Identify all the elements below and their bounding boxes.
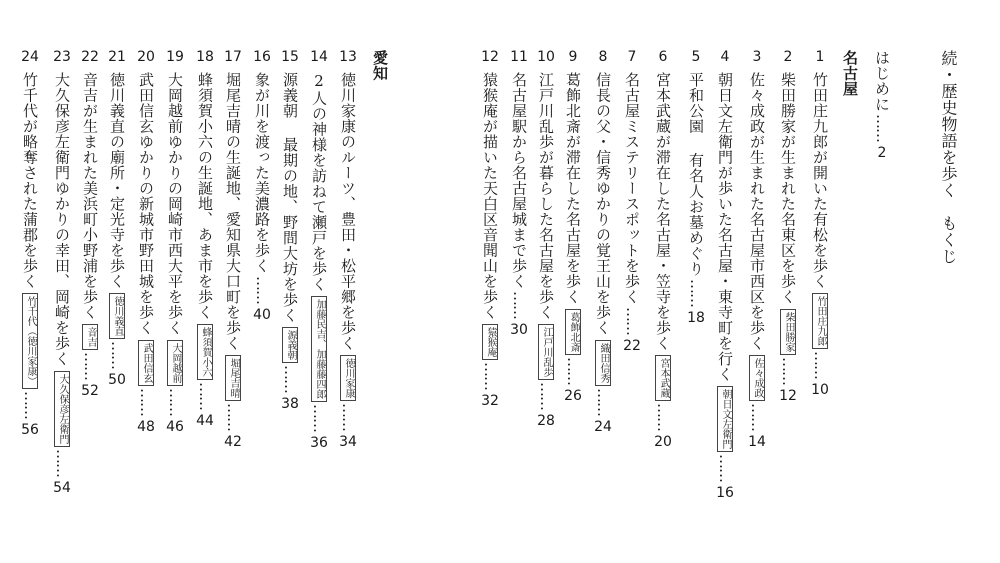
- toc-entry[interactable]: [561, 50, 585, 403]
- entry-title: 蜂須賀小六の生誕地、あま市を歩く: [196, 72, 214, 320]
- entry-number: 1: [815, 49, 825, 65]
- entry-title: 竹田庄九郎が開いた有松を歩く: [811, 72, 829, 289]
- entry-title: 佐々成政が生まれた名古屋市西区を歩く: [748, 72, 766, 351]
- toc-entry[interactable]: [745, 50, 769, 449]
- entry-leader-dots: ……: [481, 362, 499, 390]
- toc-entry[interactable]: [651, 50, 675, 449]
- entry-leader-dots: ……: [748, 403, 766, 431]
- entry-page-number: 18: [687, 309, 705, 326]
- intro-label: はじめに: [873, 50, 891, 112]
- toc-entry[interactable]: [713, 50, 737, 500]
- entry-title: 音吉が生まれた美浜町小野浦を歩く: [81, 72, 99, 320]
- section-heading-aichi: [368, 50, 392, 81]
- entry-person-tag: 大岡越前: [167, 340, 183, 386]
- entry-title: 堀尾吉晴の生誕地、愛知県大口町を歩く: [224, 72, 242, 351]
- entry-page-number: 42: [224, 434, 242, 450]
- toc-entry[interactable]: [336, 50, 360, 449]
- entry-leader-dots: ……: [253, 275, 271, 304]
- entry-title: 宮本武蔵が滞在した名古屋・笠寺を歩く: [654, 72, 672, 351]
- entry-number: 19: [166, 49, 184, 65]
- entry-page-number: 48: [137, 418, 155, 435]
- entry-person-tag: 織田信秀: [595, 340, 611, 386]
- toc-entry[interactable]: [105, 50, 129, 387]
- entry-leader-dots: ……: [281, 365, 299, 393]
- entry-title: 大久保彦左衛門ゆかりの幸田、岡崎を歩く: [53, 72, 71, 367]
- section-heading-aichi-label: 愛知: [371, 50, 389, 81]
- entry-number: 15: [281, 49, 299, 65]
- entry-person-tag: 堀尾吉晴: [225, 355, 241, 401]
- entry-leader-dots: ……: [564, 356, 582, 385]
- entry-person-tag: 武田信玄: [138, 340, 154, 386]
- entry-title: 竹千代が略奪された蒲郡を歩く: [21, 72, 39, 289]
- entry-page-number: 26: [564, 387, 582, 404]
- entry-number: 14: [310, 49, 328, 65]
- entry-number: 5: [691, 49, 701, 65]
- entry-number: 20: [137, 49, 155, 65]
- entry-leader-dots: ……: [510, 291, 528, 319]
- entry-page-number: 44: [196, 413, 214, 429]
- toc-entry[interactable]: [684, 50, 708, 325]
- entry-page-number: 20: [654, 434, 672, 450]
- entry-person-tag: 音吉: [82, 324, 98, 350]
- entry-person-tag: 佐々成政: [749, 355, 765, 401]
- entry-page-number: 12: [779, 387, 797, 404]
- entry-title: 名古屋駅から名古屋城まで歩く: [510, 72, 528, 289]
- entry-number: 9: [568, 49, 578, 65]
- entry-title: 平和公園 有名人お墓めぐり: [687, 72, 705, 277]
- intro-page: 2: [877, 145, 887, 161]
- toc-entry[interactable]: [18, 50, 42, 437]
- entry-title: 徳川家康のルーツ、豊田・松平郷を歩く: [339, 72, 357, 351]
- entry-page-number: 38: [281, 396, 299, 412]
- entry-title: 朝日文左衛門が歩いた名古屋・東寺町を行く: [716, 72, 734, 382]
- entry-number: 17: [224, 49, 242, 65]
- entry-page-number: 46: [166, 418, 184, 435]
- entry-leader-dots: ……: [81, 352, 99, 380]
- entry-number: 11: [510, 49, 528, 65]
- entry-title: 葛飾北斎が滞在した名古屋を歩く: [564, 72, 582, 305]
- toc-entry[interactable]: [163, 50, 187, 434]
- toc-entry[interactable]: [221, 50, 245, 449]
- entry-page-number: 10: [811, 382, 829, 398]
- entry-title: 柴田勝家が生まれた名東区を歩く: [779, 72, 797, 305]
- entry-person-tag: 朝日文左衛門: [717, 386, 733, 452]
- entry-person-tag: 柴田勝家: [780, 309, 796, 355]
- entry-page-number: 54: [53, 479, 71, 496]
- toc-entry[interactable]: [78, 50, 102, 398]
- entry-leader-dots: ……: [108, 341, 126, 369]
- entry-title: 大岡越前ゆかりの岡崎市西大平を歩く: [166, 72, 184, 336]
- toc-entry[interactable]: [776, 50, 800, 403]
- entry-page-number: 50: [108, 372, 126, 388]
- entry-number: 7: [627, 49, 637, 65]
- entry-title: 2人の神様を訪ねて瀬戸を歩く: [310, 72, 328, 292]
- entry-leader-dots: ……: [339, 403, 357, 431]
- entry-page-number: 24: [594, 418, 612, 435]
- entry-number: 2: [783, 49, 793, 65]
- entry-number: 22: [81, 49, 99, 65]
- entry-leader-dots: ……: [310, 404, 328, 432]
- entry-leader-dots: ……: [137, 387, 155, 416]
- entry-title: 江戸川乱歩が暮らした名古屋を歩く: [537, 72, 555, 320]
- entry-person-tag: 大久保彦左衛門: [54, 371, 70, 447]
- entry-page-number: 34: [339, 434, 357, 450]
- toc-entry[interactable]: [808, 50, 832, 397]
- entry-number: 24: [21, 49, 39, 65]
- page-title: 続・歴史物語を歩く もくじ: [939, 50, 958, 265]
- entry-number: 10: [537, 49, 555, 65]
- entry-leader-dots: ……: [21, 391, 39, 419]
- entry-leader-dots: ……: [779, 356, 797, 385]
- entry-person-tag: 加藤民吉、加藤藤四郎: [311, 296, 327, 402]
- entry-page-number: 40: [253, 306, 271, 323]
- toc-entry[interactable]: [193, 50, 217, 428]
- toc-entry[interactable]: [534, 50, 558, 428]
- entry-person-tag: 源義朝: [282, 327, 298, 363]
- toc-entry[interactable]: [134, 50, 158, 434]
- entry-person-tag: 徳川義直: [109, 293, 125, 339]
- entry-leader-dots: ……: [687, 278, 705, 307]
- entry-person-tag: 宮本武蔵: [655, 355, 671, 401]
- page-title-column: [935, 50, 961, 265]
- entry-person-tag: 葛飾北斎: [565, 309, 581, 355]
- entry-number: 16: [253, 49, 271, 65]
- entry-person-tag: 猿猴庵: [482, 324, 498, 360]
- toc-entry[interactable]: [620, 50, 644, 353]
- entry-title: 武田信玄ゆかりの新城市野田城を歩く: [137, 72, 155, 336]
- entry-leader-dots: ……: [537, 382, 555, 410]
- entry-leader-dots: ……: [811, 351, 829, 379]
- toc-entry[interactable]: [278, 50, 302, 411]
- toc-entry[interactable]: [250, 50, 274, 322]
- entry-number: 6: [658, 49, 668, 65]
- section-heading-nagoya-label: 名古屋: [841, 50, 859, 97]
- entry-number: 18: [196, 49, 214, 65]
- intro-entry: [870, 50, 894, 160]
- toc-entry[interactable]: [591, 50, 615, 434]
- entry-page-number: 56: [21, 422, 39, 438]
- entry-page-number: 28: [537, 413, 555, 429]
- entry-leader-dots: ……: [53, 448, 71, 477]
- entry-number: 23: [53, 49, 71, 65]
- entry-page-number: 32: [481, 393, 499, 409]
- entry-leader-dots: ……: [594, 387, 612, 416]
- entry-leader-dots: ……: [224, 403, 242, 431]
- entry-leader-dots: ……: [166, 387, 184, 416]
- entry-leader-dots: ……: [654, 403, 672, 431]
- entry-page-number: 14: [748, 434, 766, 450]
- toc-entry[interactable]: [507, 50, 531, 337]
- entry-number: 3: [752, 49, 762, 65]
- entry-number: 21: [108, 49, 126, 65]
- entry-leader-dots: ……: [623, 306, 641, 335]
- entry-page-number: 22: [623, 337, 641, 354]
- entry-title: 猿猴庵が描いた天白区音聞山を歩く: [481, 72, 499, 320]
- entry-page-number: 52: [81, 383, 99, 399]
- entry-page-number: 36: [310, 435, 328, 451]
- entry-person-tag: 蜂須賀小六: [197, 324, 213, 380]
- entry-page-number: 30: [510, 322, 528, 338]
- entry-title: 徳川義直の廟所・定光寺を歩く: [108, 72, 126, 289]
- entry-person-tag: 徳川家康: [340, 355, 356, 401]
- entry-page-number: 16: [716, 485, 734, 501]
- entry-number: 8: [598, 49, 608, 65]
- entry-number: 13: [339, 49, 357, 65]
- entry-title: 名古屋ミステリースポットを歩く: [623, 72, 641, 305]
- section-heading-nagoya: [838, 50, 862, 97]
- entry-title: 源義朝 最期の地、野間大坊を歩く: [281, 72, 299, 323]
- entry-leader-dots: ……: [716, 454, 734, 482]
- entry-title: 信長の父・信秀ゆかりの覚王山を歩く: [594, 72, 612, 336]
- entry-number: 12: [481, 49, 499, 65]
- toc-entry[interactable]: [50, 50, 74, 495]
- entry-title: 象が川を渡った美濃路を歩く: [253, 72, 271, 274]
- toc-entry[interactable]: [478, 50, 502, 408]
- toc-entry[interactable]: [307, 50, 331, 450]
- entry-person-tag: 竹田庄九郎: [812, 293, 828, 349]
- entry-person-tag: 江戸川乱歩: [538, 324, 554, 380]
- entry-person-tag: 竹千代（徳川家康）: [22, 293, 38, 389]
- entry-leader-dots: ……: [196, 382, 214, 410]
- intro-dots: ……: [873, 114, 891, 142]
- entry-number: 4: [720, 49, 730, 65]
